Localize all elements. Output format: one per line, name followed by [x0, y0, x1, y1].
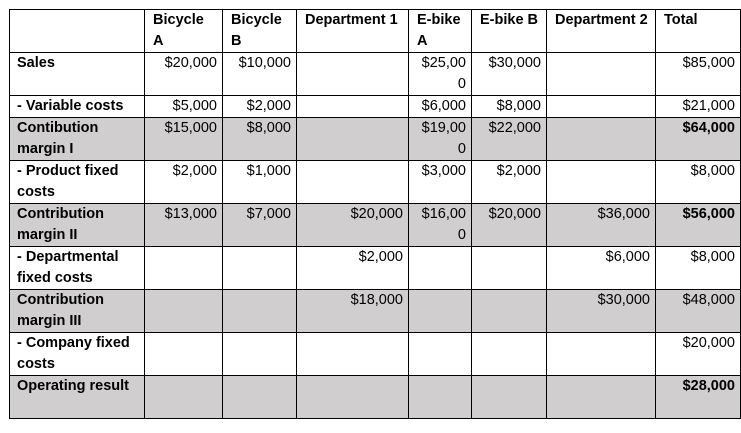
cell-bicycle-a: $5,000 — [145, 96, 223, 118]
cell-department-2 — [547, 333, 656, 376]
cell-total: $20,000 — [656, 333, 741, 376]
cell-e-bike-a: $3,000 — [409, 161, 472, 204]
cell-total: $48,000 — [656, 290, 741, 333]
header-department-2: Department 2 — [547, 10, 656, 53]
cell-department-2 — [547, 53, 656, 96]
cell-bicycle-b: $8,000 — [223, 118, 297, 161]
cell-bicycle-b — [223, 247, 297, 290]
cell-department-2: $6,000 — [547, 247, 656, 290]
cell-department-2 — [547, 161, 656, 204]
cell-department-2 — [547, 118, 656, 161]
header-corner-cell — [10, 10, 145, 53]
row-label: Contribution margin II — [10, 204, 145, 247]
header-department-1: Department 1 — [297, 10, 409, 53]
cell-e-bike-a — [409, 333, 472, 376]
cell-bicycle-b: $10,000 — [223, 53, 297, 96]
cell-department-2 — [547, 96, 656, 118]
header-bicycle-b: Bicycle B — [223, 10, 297, 53]
table-row-contribution-margin-1 — [10, 118, 741, 161]
table-row-departmental-fixed-costs — [10, 247, 741, 290]
cell-bicycle-a: $20,000 — [145, 53, 223, 96]
header-total: Total — [656, 10, 741, 53]
cell-e-bike-b — [472, 333, 547, 376]
cell-total: $8,000 — [656, 247, 741, 290]
cell-department-1 — [297, 376, 409, 419]
header-e-bike-a: E-bike A — [409, 10, 472, 53]
cell-e-bike-b — [472, 247, 547, 290]
cell-bicycle-a: $15,000 — [145, 118, 223, 161]
row-label: - Product fixed costs — [10, 161, 145, 204]
cell-department-1: $2,000 — [297, 247, 409, 290]
cell-bicycle-a — [145, 247, 223, 290]
cell-department-2: $30,000 — [547, 290, 656, 333]
row-label: - Variable costs — [10, 96, 145, 118]
cell-bicycle-b — [223, 290, 297, 333]
table-row-company-fixed-costs — [10, 333, 741, 376]
cell-e-bike-a — [409, 376, 472, 419]
cell-bicycle-a: $13,000 — [145, 204, 223, 247]
cell-e-bike-a: $6,000 — [409, 96, 472, 118]
cell-e-bike-b: $22,000 — [472, 118, 547, 161]
cell-bicycle-b: $7,000 — [223, 204, 297, 247]
cell-e-bike-b: $20,000 — [472, 204, 547, 247]
cell-bicycle-b — [223, 333, 297, 376]
header-row — [10, 10, 741, 53]
row-label: Contibution margin I — [10, 118, 145, 161]
cell-e-bike-b: $8,000 — [472, 96, 547, 118]
row-label: Sales — [10, 53, 145, 96]
cell-department-1: $18,000 — [297, 290, 409, 333]
cell-e-bike-b: $30,000 — [472, 53, 547, 96]
cell-e-bike-a — [409, 247, 472, 290]
header-bicycle-a: Bicycle A — [145, 10, 223, 53]
cell-department-2 — [547, 376, 656, 419]
table-row-operating-result — [10, 376, 741, 419]
cell-bicycle-b: $1,000 — [223, 161, 297, 204]
row-label: - Company fixed costs — [10, 333, 145, 376]
table-row-contribution-margin-2 — [10, 204, 741, 247]
cell-total: $85,000 — [656, 53, 741, 96]
cell-e-bike-a: $19,000 — [409, 118, 472, 161]
table-row-product-fixed-costs — [10, 161, 741, 204]
contribution-margin-table — [9, 9, 741, 419]
cell-bicycle-a — [145, 376, 223, 419]
cell-total: $8,000 — [656, 161, 741, 204]
cell-department-1 — [297, 96, 409, 118]
cell-department-1 — [297, 161, 409, 204]
cell-bicycle-b — [223, 376, 297, 419]
cell-bicycle-b: $2,000 — [223, 96, 297, 118]
table-row-sales — [10, 53, 741, 96]
cell-total: $21,000 — [656, 96, 741, 118]
cell-e-bike-a: $16,000 — [409, 204, 472, 247]
row-label: - Departmental fixed costs — [10, 247, 145, 290]
row-label: Contribution margin III — [10, 290, 145, 333]
cell-department-1 — [297, 118, 409, 161]
table-row-contribution-margin-3 — [10, 290, 741, 333]
cell-department-1 — [297, 333, 409, 376]
cell-e-bike-a: $25,000 — [409, 53, 472, 96]
cell-e-bike-b — [472, 290, 547, 333]
cell-total: $64,000 — [656, 118, 741, 161]
table-row-variable-costs — [10, 96, 741, 118]
cell-department-1 — [297, 53, 409, 96]
cell-department-1: $20,000 — [297, 204, 409, 247]
cell-total: $56,000 — [656, 204, 741, 247]
cell-department-2: $36,000 — [547, 204, 656, 247]
cell-bicycle-a — [145, 333, 223, 376]
cell-bicycle-a — [145, 290, 223, 333]
cell-e-bike-b: $2,000 — [472, 161, 547, 204]
cell-e-bike-a — [409, 290, 472, 333]
row-label: Operating result — [10, 376, 145, 419]
cell-bicycle-a: $2,000 — [145, 161, 223, 204]
header-e-bike-b: E-bike B — [472, 10, 547, 53]
cell-e-bike-b — [472, 376, 547, 419]
cell-total: $28,000 — [656, 376, 741, 419]
